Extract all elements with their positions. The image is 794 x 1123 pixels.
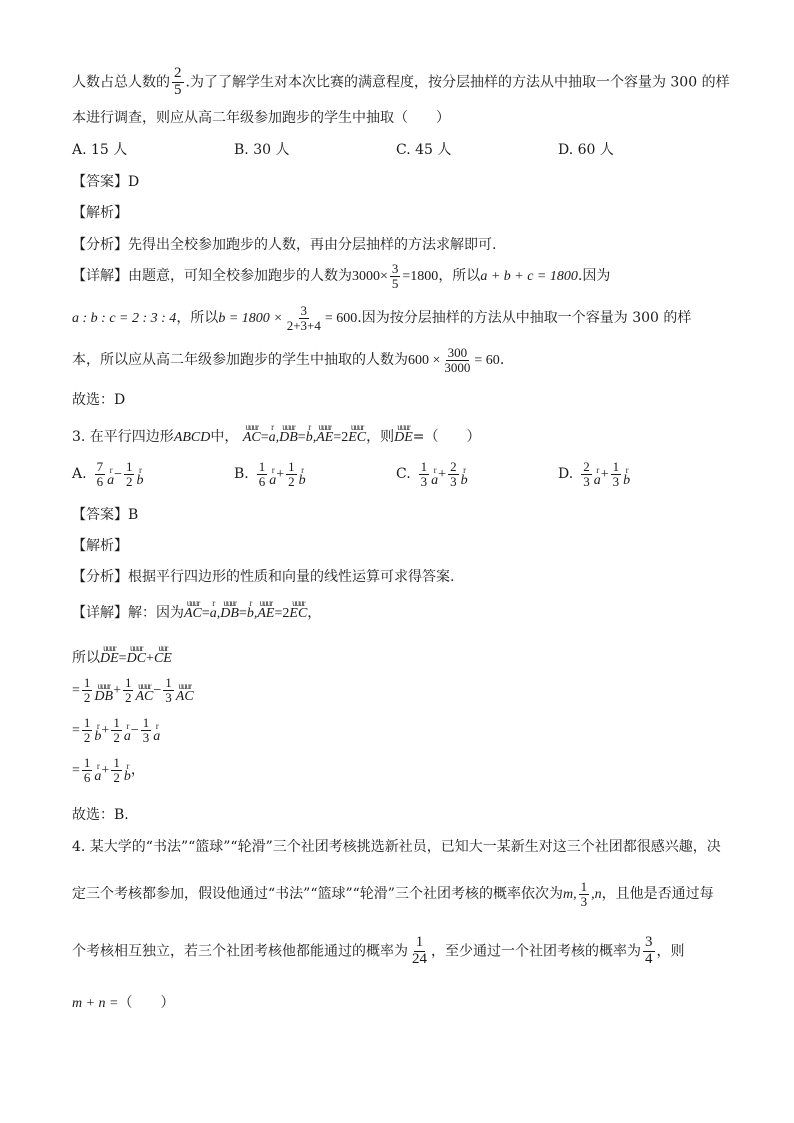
q3-detail-text: 所以 [72, 650, 100, 666]
fraction-third: $\frac{1}{3}$ [142, 715, 150, 745]
fraction: $\frac{2}{3}$ [450, 459, 457, 489]
math-expr: a + b + c = 1800 [480, 269, 578, 285]
vector-b: r b [460, 465, 468, 489]
q2-text: 人数占总人数的 [72, 74, 170, 91]
vector-ac: uuur AC [184, 598, 202, 621]
q3-stem: 3. 在平行四边形ABCD中， uuur AC = r a , uuur DB = r b , uuur AE =2 uuur EC ，则 uuur DE =（ ） [72, 422, 481, 445]
math-expr: =1800 [402, 269, 439, 285]
q2-option-c: C. 45 人 [396, 142, 452, 158]
q2-detail-text: .因为按分层抽样的方法从中抽取一个容量为 300 的样 [357, 310, 692, 327]
vector-ac: uuur AC [135, 681, 154, 705]
fraction: $\frac{1}{2}$ [125, 459, 133, 489]
q3-detail-text: ， [307, 605, 322, 621]
vector-ce: uur CE [153, 643, 172, 666]
q3-derivation-2: = $\frac{1}{2}$ uuur DB + $\frac{1}{2}$ uuur AC − $\frac{1}{3}$ uuur AC [72, 675, 194, 705]
q2-answer: 【答案】D [72, 174, 140, 190]
vector-a: r a [107, 465, 115, 489]
fraction-300-3000: $\frac{300}{3000}$ [444, 345, 471, 375]
vector-b: r b [246, 598, 254, 621]
q4-text: 定三个考核都参加，假设他通过“书法”“篮球”“轮滑”三个社团考核的概率依次为 [72, 886, 563, 903]
vector-b: r b [123, 761, 131, 785]
vector-ec: uuur EC [348, 422, 367, 445]
fraction-one-24th: $\frac{1}{24}$ [412, 934, 427, 967]
q4-text: ，且他是否通过每 [601, 886, 714, 903]
q3-choice: 故选：B. [72, 807, 129, 823]
q3-option-d: D. $\frac{2}{3}$ r a + $\frac{1}{3}$ r b [558, 459, 631, 489]
q2-line-2: 本进行调查，则应从高二年级参加跑步的学生中抽取（ ） [72, 110, 450, 126]
q2-analysis-label: 【解析】 [72, 205, 128, 221]
q2-detail-text: 【详解】由题意，可知全校参加跑步的人数为 [72, 268, 352, 285]
vector-de: uuur DE [100, 643, 119, 666]
fraction-half: $\frac{1}{2}$ [83, 715, 91, 745]
fraction-half: $\frac{1}{2}$ [113, 755, 120, 785]
vector-a: r a [123, 721, 131, 745]
q3-fenxi: 【分析】根据平行四边形的性质和向量的线性运算可求得答案. [72, 569, 455, 585]
vector-de: uuur DE [394, 422, 413, 445]
q4-line-4 [72, 996, 175, 1011]
q2-detail-text: ，所以 [438, 268, 481, 285]
q3-answer: 【答案】B [72, 507, 139, 523]
q3-detail-text: 【详解】解：因为 [72, 605, 184, 621]
q3-derivation-1: 所以 uuur DE = uuur DC + uur CE [72, 643, 172, 666]
q3-derivation-3: = $\frac{1}{2}$ r b + $\frac{1}{2}$ r a − $\frac{1}{3}$ r a [72, 715, 161, 745]
q3-analysis-label: 【解析】 [72, 538, 128, 554]
q2-option-d: D. 60 人 [558, 142, 614, 158]
q3-option-a: A. $\frac{7}{6}$ r a − $\frac{1}{2}$ r b [72, 459, 144, 489]
vector-ac: uuur AC [242, 422, 261, 445]
vector-ae: uuur AE [257, 598, 275, 621]
q2-option-a: A. 15 人 [72, 142, 128, 158]
vector-b: r b [298, 465, 306, 489]
fraction-sixth: $\frac{1}{6}$ [83, 755, 91, 785]
fraction: $\frac{1}{2}$ [288, 459, 295, 489]
vector-ec: uuur EC [289, 598, 308, 621]
q3-detail-text: ， [130, 762, 145, 779]
q2-detail-text: .因为 [577, 268, 611, 285]
q2-detail-line-1 [72, 262, 610, 290]
fraction-third: $\frac{1}{3}$ [165, 675, 172, 705]
fraction-half: $\frac{1}{2}$ [124, 675, 132, 705]
q2-fenxi: 【分析】先得出全校参加跑步的人数，再由分层抽样的方法求解即可. [72, 237, 497, 253]
q3-option-c: C. $\frac{1}{3}$ r a + $\frac{2}{3}$ r b [396, 459, 468, 489]
vector-a: r a [209, 598, 217, 621]
vector-a: r a [593, 465, 601, 489]
fraction-three-fifths: $\frac{3}{5}$ [391, 261, 399, 291]
vector-db: uuur DB [94, 681, 114, 705]
vector-a: r a [269, 465, 277, 489]
q4-text: 个考核相互独立，若三个社团考核他都能通过的概率为 [72, 943, 408, 960]
vector-db: uuur DB [279, 422, 298, 445]
q3-derivation-4: = $\frac{1}{6}$ r a + $\frac{1}{2}$ r b ， [72, 755, 145, 785]
q4-line-1: 4. 某大学的“书法”“篮球”“轮滑”三个社团考核挑选新社员，已知大一某新生对这三个社团都很感兴趣，决 [72, 839, 721, 855]
vector-a: r a [153, 721, 161, 745]
q2-detail-line-3 [72, 346, 504, 374]
q3-text: 3. 在平行四边形 [72, 429, 174, 445]
math-expr: a : b : c = 2 : 3 : 4 [72, 311, 177, 327]
fraction-three-over-nine: $\frac{3}{2+3+4}$ [286, 303, 321, 333]
fraction-two-fifths: $\frac{2}{5}$ [174, 65, 182, 98]
q3-text: =（ ） [412, 429, 481, 445]
math-expr: n [594, 887, 602, 903]
vector-ae: uuur AE [316, 422, 334, 445]
q4-text: ，则 [656, 943, 685, 960]
vector-b: r b [305, 422, 313, 445]
vector-db: uuur DB [220, 598, 239, 621]
q2-detail-text: . [499, 352, 505, 369]
q4-text: ，至少通过一个社团考核的概率为 [431, 943, 641, 960]
q3-option-b: B. $\frac{1}{6}$ r a + $\frac{1}{2}$ r b [234, 459, 306, 489]
fraction: $\frac{2}{3}$ [583, 459, 590, 489]
q4-line-2: 定三个考核都参加，假设他通过“书法”“篮球”“轮滑”三个社团考核的概率依次为m, $\frac{1}{3}$ ,n，且他是否通过每 [72, 879, 714, 909]
fraction: $\frac{1}{6}$ [258, 459, 266, 489]
math-expr: m + n = [72, 996, 119, 1011]
math-expr: 3000× [352, 269, 388, 285]
vector-b: r b [94, 721, 102, 745]
fraction: $\frac{1}{3}$ [420, 459, 428, 489]
fraction-half: $\frac{1}{2}$ [83, 675, 91, 705]
vector-ac: uuur AC [175, 681, 194, 705]
q4-text: （ ） [118, 995, 175, 1011]
q4-line-3 [72, 935, 685, 968]
q2-text: .为了了解学生对本次比赛的满意程度，按分层抽样的方法从中抽取一个容量为 300 的样 [185, 74, 730, 91]
fraction-one-third: $\frac{1}{3}$ [580, 879, 588, 909]
q3-text: 中， [210, 429, 239, 445]
fraction: $\frac{1}{3}$ [612, 459, 620, 489]
math-expr: = 600 [324, 311, 358, 327]
q2-detail-text: ，所以 [176, 310, 219, 327]
math-expr: 600 × [408, 353, 441, 369]
q2-detail-text: 本，所以应从高二年级参加跑步的学生中抽取的人数为 [72, 352, 408, 369]
q2-line-1 [72, 66, 730, 99]
math-expr: ABCD [173, 430, 211, 445]
vector-b: r b [623, 465, 631, 489]
math-expr: m [562, 887, 574, 903]
q2-detail-line-2 [72, 304, 691, 332]
q2-option-b: B. 30 人 [234, 142, 290, 158]
q3-detail-line-1: 【详解】解：因为 uuur AC = r a , uuur DB = r b , uuur AE =2 uuur EC ， [72, 598, 322, 621]
math-expr: b = 1800 × [218, 311, 283, 327]
fraction-half: $\frac{1}{2}$ [113, 715, 120, 745]
vector-dc: uuur DC [126, 643, 147, 666]
fraction: $\frac{7}{6}$ [96, 459, 104, 489]
fraction-three-quarters: $\frac{3}{4}$ [645, 934, 653, 967]
q3-text: ，则 [366, 429, 395, 445]
vector-a: r a [431, 465, 439, 489]
vector-a: r a [94, 761, 102, 785]
math-expr: = 60 [474, 353, 500, 369]
vector-a: r a [268, 422, 276, 445]
vector-b: r b [136, 465, 144, 489]
q2-choice: 故选：D [72, 392, 126, 408]
